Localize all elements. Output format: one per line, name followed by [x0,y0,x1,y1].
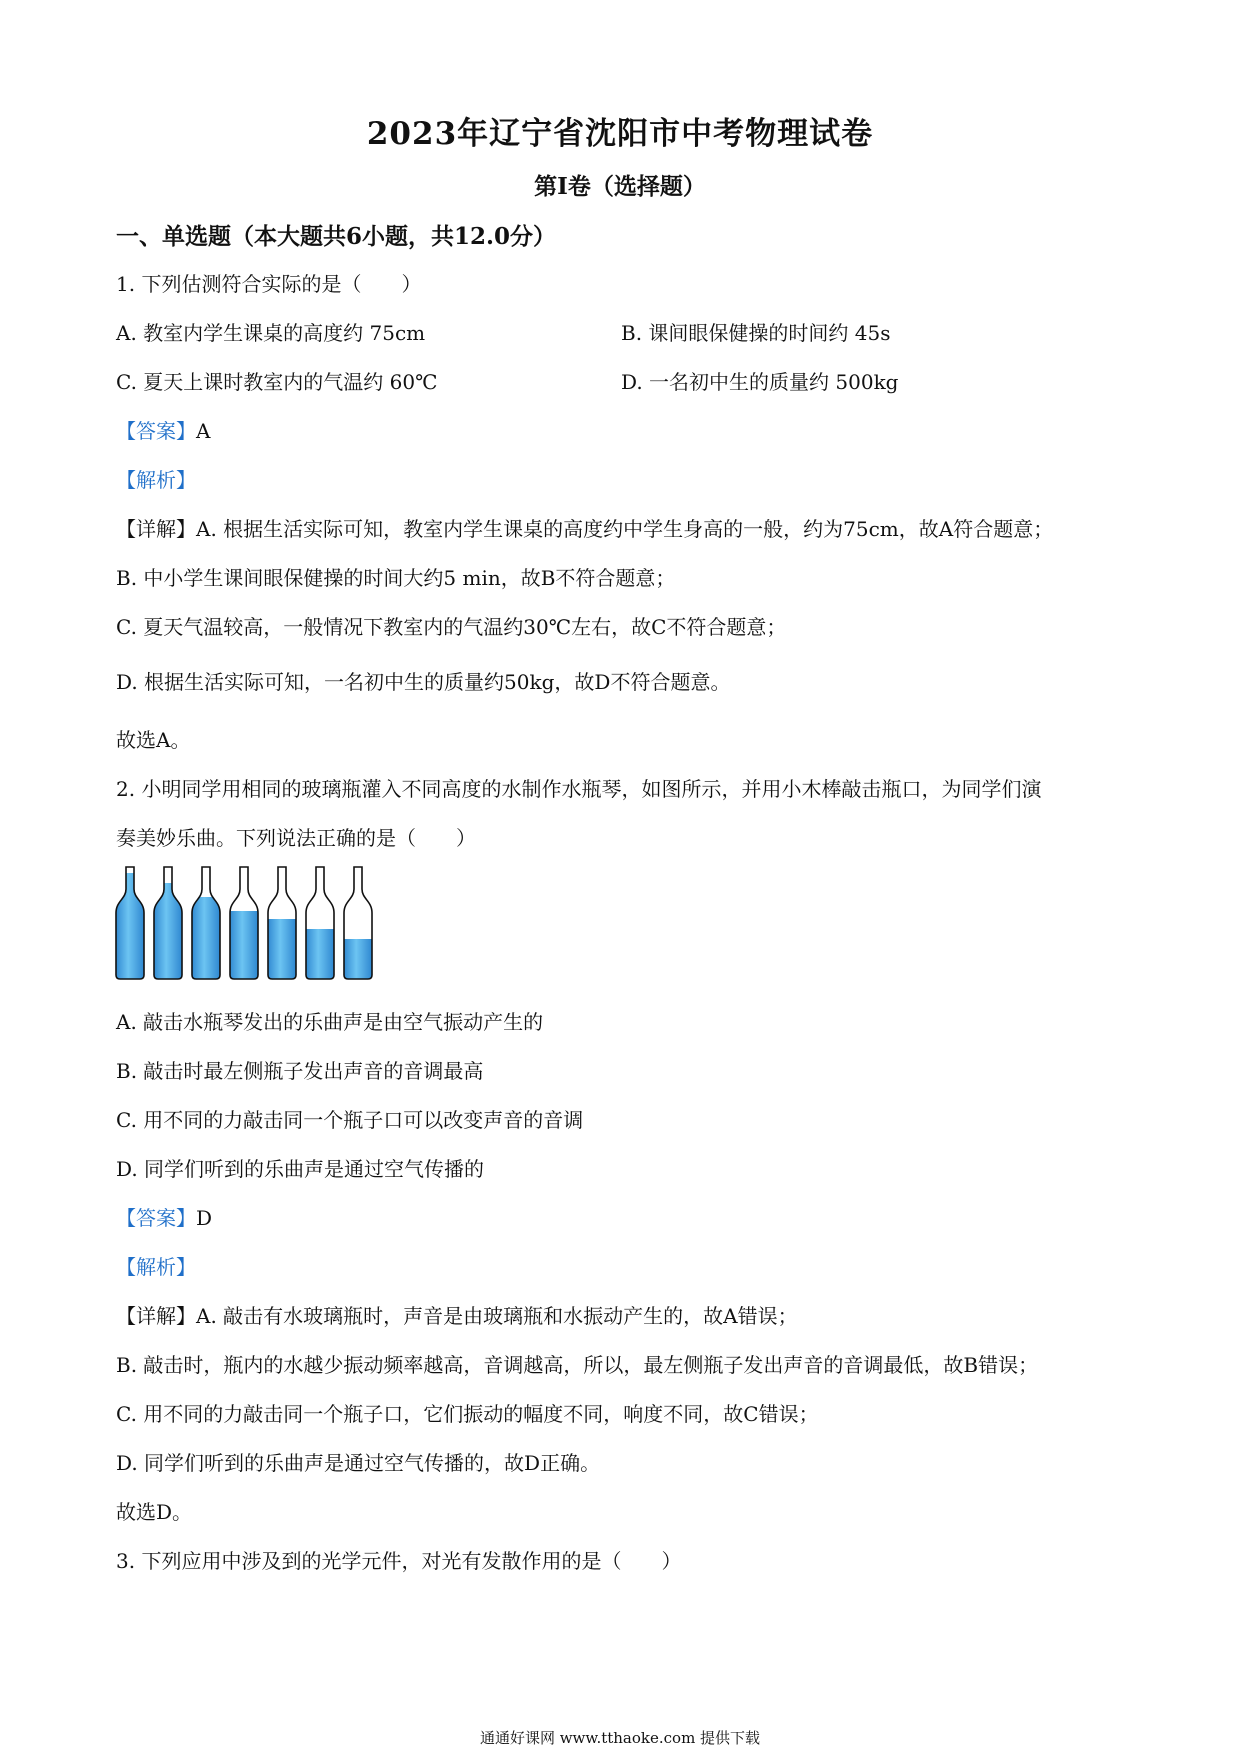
q2-stem-line2: 奏美妙乐曲。下列说法正确的是（ ） [116,826,476,850]
bottle-6 [302,867,338,979]
q2-detail-d: D. 同学们听到的乐曲声是通过空气传播的，故D正确。 [116,1451,601,1475]
answer-label: 【答案】 [116,419,196,443]
detail-text: A. 敲击有水玻璃瓶时，声音是由玻璃瓶和水振动产生的，故A错误； [196,1304,798,1328]
q1-detail-c: C. 夏天气温较高，一般情况下教室内的气温约30℃左右，故C不符合题意； [116,615,787,639]
q1-stem: 1. 下列估测符合实际的是（ ） [116,272,422,296]
water-bottles-figure [112,865,382,985]
answer-value: D [196,1206,213,1230]
answer-label: 【答案】 [116,1206,196,1230]
q2-option-b: B. 敲击时最左侧瓶子发出声音的音调最高 [116,1059,484,1083]
bottle-2 [150,867,186,979]
bottle-3 [188,867,224,979]
page-title: 2023年辽宁省沈阳市中考物理试卷 [366,116,874,152]
detail-label: 【详解】 [116,517,196,541]
section-heading: 一、单选题（本大题共6小题，共12.0分） [116,223,557,250]
detail-text: A. 根据生活实际可知，教室内学生课桌的高度约中学生身高的一般，约为75cm，故A符合题意； [196,517,1054,541]
q2-option-d: D. 同学们听到的乐曲声是通过空气传播的 [116,1157,485,1181]
answer-value: A [196,419,211,443]
q1-conclusion: 故选A。 [116,728,191,752]
q2-detail-c: C. 用不同的力敲击同一个瓶子口，它们振动的幅度不同，响度不同，故C错误； [116,1402,819,1426]
q1-detail-a [116,513,1053,542]
q3-stem: 3. 下列应用中涉及到的光学元件，对光有发散作用的是（ ） [116,1549,682,1573]
page-subtitle: 第Ⅰ卷（选择题） [534,173,706,200]
q1-detail-d: D. 根据生活实际可知，一名初中生的质量约50kg，故D不符合题意。 [116,670,731,694]
bottle-7 [340,867,376,979]
bottle-1 [112,867,148,979]
page-footer: 通通好课网 www.tthaoke.com 提供下载 [479,1729,761,1747]
bottle-5 [264,867,300,979]
q1-option-c: C. 夏天上课时教室内的气温约 60℃ [116,370,438,394]
q2-stem-line1: 2. 小明同学用相同的玻璃瓶灌入不同高度的水制作水瓶琴，如图所示，并用小木棒敲击瓶口，为同学们演 [116,777,1042,801]
q2-conclusion: 故选D。 [116,1500,193,1524]
q2-option-c: C. 用不同的力敲击同一个瓶子口可以改变声音的音调 [116,1108,584,1132]
q1-analysis-label: 【解析】 [116,468,196,492]
q1-option-d: D. 一名初中生的质量约 500kg [621,370,899,394]
q2-detail-b: B. 敲击时，瓶内的水越少振动频率越高，音调越高，所以，最左侧瓶子发出声音的音调最低，故B错误； [116,1353,1039,1377]
q1-detail-b: B. 中小学生课间眼保健操的时间大约5 min，故B不符合题意； [116,566,676,590]
q1-answer [116,415,210,444]
detail-label: 【详解】 [116,1304,196,1328]
q1-option-b: B. 课间眼保健操的时间约 45s [621,321,891,345]
bottle-4 [226,867,262,979]
q2-option-a: A. 敲击水瓶琴发出的乐曲声是由空气振动产生的 [116,1010,544,1034]
q2-answer [116,1202,212,1231]
q1-option-a: A. 教室内学生课桌的高度约 75cm [116,321,426,345]
q2-analysis-label: 【解析】 [116,1255,196,1279]
q2-detail-a [116,1300,798,1329]
